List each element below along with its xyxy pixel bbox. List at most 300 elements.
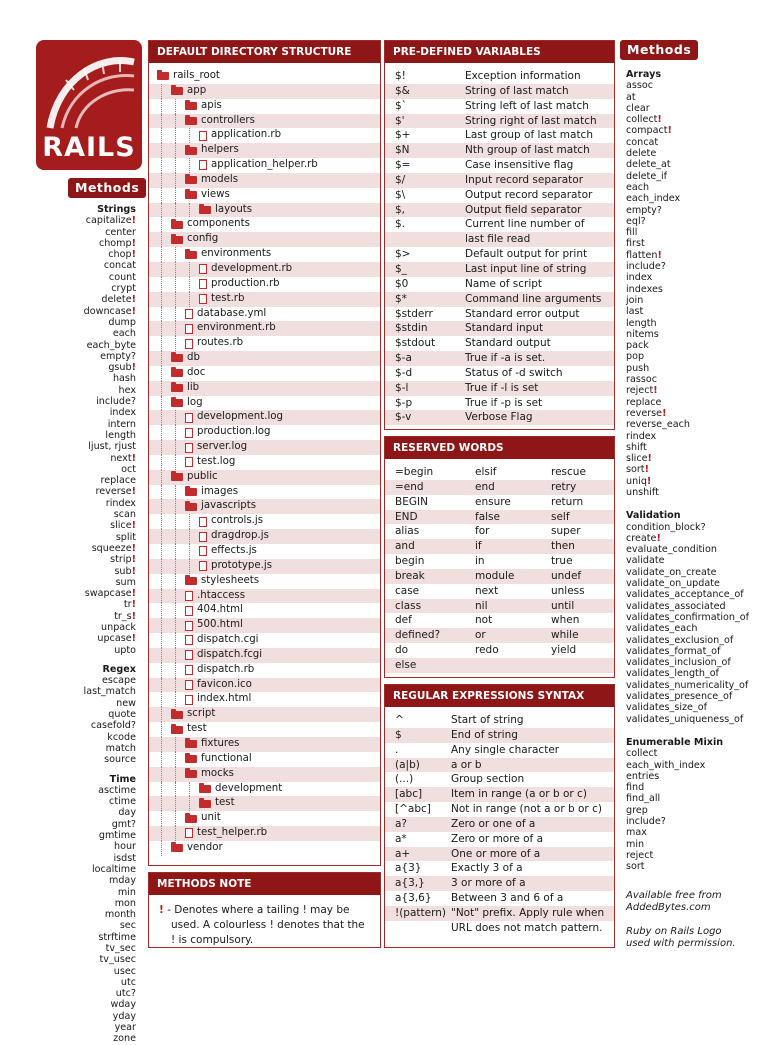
variable-name: $. [395, 218, 406, 231]
tree-guide-line [161, 648, 162, 663]
tree-guide-line [161, 158, 162, 173]
tree-row [149, 707, 380, 722]
method-item [626, 340, 749, 351]
tree-guide-line [175, 321, 176, 336]
regex-pattern: ^ [395, 714, 404, 726]
directory-structure-title: DEFAULT DIRECTORY STRUCTURE [149, 41, 380, 63]
method-item [84, 396, 136, 407]
method-name: index [626, 272, 653, 284]
tree-guide-line [161, 232, 162, 247]
tree-guide-line [189, 782, 190, 797]
table-row [385, 847, 614, 862]
method-item [84, 622, 136, 633]
method-item [84, 577, 136, 588]
tree-guide-line [189, 277, 190, 292]
tree-guide-line [161, 455, 162, 470]
bang-mark: ! [131, 520, 136, 532]
method-name: sort [626, 861, 645, 873]
reserved-word: end [475, 480, 495, 493]
method-item [626, 171, 749, 182]
tree-guide-line [161, 425, 162, 440]
table-row [385, 143, 614, 158]
tree-row [149, 826, 380, 841]
variable-name: $_ [395, 262, 407, 275]
variable-description: Verbose Flag [465, 411, 533, 424]
method-item [626, 691, 749, 702]
method-item [626, 861, 749, 872]
method-item [84, 807, 136, 818]
method-name: asctime [98, 784, 136, 796]
method-name: length [105, 429, 136, 441]
table-row [385, 173, 614, 188]
table-row [385, 861, 614, 876]
bang-mark: ! [131, 565, 136, 577]
tree-row [149, 618, 380, 633]
method-item [84, 599, 136, 610]
method-item [626, 805, 749, 816]
variable-name: $+ [395, 129, 411, 142]
table-row [385, 247, 614, 262]
method-item [626, 103, 749, 114]
method-name: find_all [626, 793, 661, 805]
method-name: ljust, rjust [88, 441, 136, 453]
tree-item-name: database.yml [197, 307, 267, 319]
regex-pattern: [abc] [395, 788, 423, 801]
method-name: validate_on_create [626, 566, 717, 578]
table-row [385, 114, 614, 129]
tree-guide-line [175, 603, 176, 618]
tree-guide-line [175, 737, 176, 752]
regex-pattern: [^abc] [395, 803, 431, 816]
regex-description: Any single character [451, 743, 560, 756]
folder-icon [185, 147, 197, 155]
tree-item-name: fixtures [201, 737, 240, 749]
tree-row [149, 203, 380, 218]
tree-row [149, 351, 380, 366]
right-methods-heading: Methods [620, 40, 698, 60]
tree-guide-line [189, 203, 190, 218]
folder-icon [199, 785, 211, 793]
regex-pattern: (...) [395, 773, 414, 786]
reserved-word: begin [395, 555, 425, 568]
bang-mark: ! [131, 452, 136, 464]
table-row [385, 480, 614, 495]
tree-guide-line [175, 99, 176, 114]
tree-item-name: 404.html [197, 604, 243, 616]
reserved-word: next [475, 584, 499, 597]
method-item [626, 646, 749, 657]
tree-guide-line [161, 707, 162, 722]
variable-description: Standard output [465, 337, 551, 350]
method-name: validates_associated [626, 600, 726, 612]
method-name: strftime [98, 931, 136, 943]
table-row [385, 366, 614, 381]
method-item [626, 408, 749, 419]
tree-guide-line [161, 188, 162, 203]
method-name: concat [626, 136, 659, 148]
method-item [84, 743, 136, 754]
method-item [84, 340, 136, 351]
method-item [84, 407, 136, 418]
table-row [385, 539, 614, 554]
tree-guide-line [175, 203, 176, 218]
variable-name: $-d [395, 366, 413, 379]
method-name: year [114, 1022, 136, 1034]
tree-guide-line [161, 485, 162, 500]
file-icon [185, 695, 193, 705]
method-group-title: Time [109, 773, 136, 785]
method-name: match [105, 742, 136, 754]
variable-description: String right of last match [465, 114, 597, 127]
folder-icon [171, 221, 183, 229]
method-group-title: Enumerable Mixin [626, 736, 724, 748]
method-item [84, 796, 136, 807]
method-item [84, 864, 136, 875]
method-name: rindex [626, 430, 657, 442]
tree-row [149, 247, 380, 262]
tree-row [149, 470, 380, 485]
method-name: max [626, 827, 647, 839]
method-name: delete [626, 148, 657, 160]
folder-icon [171, 726, 183, 734]
method-name: slice! [110, 520, 136, 532]
method-name: gmtime [98, 830, 136, 842]
table-row [385, 336, 614, 351]
tree-row [149, 603, 380, 618]
tree-guide-line [189, 514, 190, 529]
tree-guide-line [161, 559, 162, 574]
tree-guide-line [161, 752, 162, 767]
folder-icon [185, 503, 197, 511]
method-name: sort! [626, 464, 649, 476]
method-name: ctime [109, 796, 136, 808]
method-name: rassoc [626, 374, 657, 386]
table-row [385, 307, 614, 322]
method-name: escape [101, 675, 136, 687]
method-name: source [104, 754, 136, 766]
table-row [385, 69, 614, 84]
reserved-word: not [475, 614, 493, 627]
tree-guide-line [189, 292, 190, 307]
method-item [84, 520, 136, 531]
tree-guide-line [175, 752, 176, 767]
method-name: strip! [110, 554, 136, 566]
tree-row [149, 232, 380, 247]
method-name: localtime [91, 863, 136, 875]
reserved-word: else [395, 658, 417, 671]
method-item [626, 182, 749, 193]
method-name: utc [120, 976, 136, 988]
file-icon [185, 621, 193, 631]
method-name: isdst [113, 852, 136, 864]
method-name: create! [626, 532, 661, 544]
tree-item-name: script [187, 708, 216, 720]
method-name: crypt [111, 283, 136, 295]
method-item [84, 272, 136, 283]
table-row [385, 876, 614, 891]
tree-row [149, 188, 380, 203]
method-name: utc? [115, 988, 136, 1000]
method-item [626, 453, 749, 464]
tree-item-name: config [187, 233, 219, 245]
variable-name: $' [395, 114, 405, 127]
method-group-title: Validation [626, 510, 681, 522]
method-name: rindex [105, 497, 136, 509]
folder-icon [185, 770, 197, 778]
tree-guide-line [175, 767, 176, 782]
variable-name: $-v [395, 411, 412, 424]
tree-guide-line [161, 366, 162, 381]
method-name: kcode [107, 731, 136, 743]
tree-item-name: views [201, 188, 230, 200]
method-item [84, 464, 136, 475]
method-name: collect! [626, 114, 662, 126]
method-name: swapcase! [84, 588, 136, 600]
method-name: zone [113, 1033, 136, 1045]
regex-pattern: a+ [395, 847, 411, 860]
method-name: oct [121, 463, 136, 475]
method-item [84, 709, 136, 720]
method-item [84, 754, 136, 765]
table-row [385, 524, 614, 539]
left-methods-heading: Methods [68, 178, 146, 198]
table-row [385, 628, 614, 643]
method-item [626, 363, 749, 374]
tree-row [149, 722, 380, 737]
tree-item-name: server.log [197, 441, 248, 453]
variable-description: Input record separator [465, 173, 584, 186]
method-item [84, 966, 136, 977]
table-row [385, 410, 614, 425]
method-name: delete_at [626, 159, 671, 171]
folder-icon [171, 399, 183, 407]
variable-description: Name of script [465, 277, 543, 290]
left-methods-list [84, 204, 136, 1045]
method-item [84, 988, 136, 999]
method-item [626, 261, 749, 272]
tree-row [149, 277, 380, 292]
method-name: tv_usec [99, 954, 136, 966]
variable-description: last file read [465, 233, 531, 246]
method-item [84, 385, 136, 396]
tree-guide-line [175, 128, 176, 143]
tree-guide-line [189, 796, 190, 811]
variable-description: Nth group of last match [465, 144, 590, 157]
file-icon [185, 680, 193, 690]
tree-item-name: application.rb [211, 129, 282, 141]
method-name: delete_if [626, 170, 668, 182]
tree-row [149, 752, 380, 767]
folder-icon [171, 236, 183, 244]
tree-row [149, 559, 380, 574]
method-name: shift [626, 441, 647, 453]
predefined-variables-title: PRE-DEFINED VARIABLES [385, 41, 614, 63]
reserved-word: yield [551, 644, 577, 657]
method-name: reverse! [626, 407, 667, 419]
folder-icon [199, 206, 211, 214]
tree-row [149, 648, 380, 663]
regex-pattern: !(pattern) [395, 906, 446, 919]
method-name: last_match [83, 686, 136, 698]
method-item [84, 819, 136, 830]
tree-guide-line [175, 811, 176, 826]
tree-guide-line [175, 826, 176, 841]
tree-item-name: test_helper.rb [197, 827, 268, 839]
regex-description: Zero or one of a [451, 817, 536, 830]
bang-mark: ! [131, 362, 136, 374]
tree-guide-line [175, 499, 176, 514]
method-name: hash [112, 373, 136, 385]
variable-description: String of last match [465, 84, 569, 97]
method-name: sum [115, 576, 136, 588]
tree-row [149, 692, 380, 707]
method-item [626, 782, 749, 793]
variable-description: Status of -d switch [465, 366, 563, 379]
method-name: reject [626, 849, 654, 861]
tree-guide-line [175, 544, 176, 559]
methods-note-text [149, 895, 380, 948]
tree-guide-line [161, 410, 162, 425]
reserved-word: rescue [551, 466, 586, 478]
reserved-word: defined? [395, 629, 441, 642]
method-name: intern [107, 418, 136, 430]
tree-row [149, 158, 380, 173]
tree-item-name: db [187, 352, 200, 364]
file-icon [185, 324, 193, 334]
tree-guide-line [161, 796, 162, 811]
variable-name: $\ [395, 188, 406, 201]
variable-description: Last group of last match [465, 129, 593, 142]
tree-row [149, 173, 380, 188]
method-name: slice! [626, 453, 652, 465]
method-name: validates_exclusion_of [626, 634, 734, 646]
tree-guide-line [175, 410, 176, 425]
method-name: scan [113, 509, 136, 521]
method-item [626, 612, 749, 623]
method-name: validates_presence_of [626, 691, 733, 703]
tree-guide-line [161, 574, 162, 589]
regex-pattern: (a|b) [395, 758, 420, 771]
method-item [84, 453, 136, 464]
table-row [385, 217, 614, 232]
method-item [84, 306, 136, 317]
tree-guide-line [161, 544, 162, 559]
tree-item-name: unit [201, 812, 221, 824]
tree-guide-line [175, 514, 176, 529]
tree-guide-line [175, 692, 176, 707]
method-name: evaluate_condition [626, 544, 717, 556]
tree-guide-line [175, 782, 176, 797]
method-item [626, 114, 749, 125]
variable-name: $& [395, 84, 410, 97]
method-item [626, 318, 749, 329]
tree-guide-line [161, 99, 162, 114]
folder-icon [171, 711, 183, 719]
method-item [84, 932, 136, 943]
regex-syntax-title: REGULAR EXPRESSIONS SYNTAX [385, 685, 614, 707]
reserved-word: in [475, 555, 485, 568]
method-item [84, 1033, 136, 1044]
tree-guide-line [161, 203, 162, 218]
tree-row [149, 99, 380, 114]
method-name: tr_s! [114, 610, 136, 622]
table-row [385, 495, 614, 510]
tree-row [149, 767, 380, 782]
tree-row [149, 262, 380, 277]
method-item [84, 909, 136, 920]
method-item [84, 317, 136, 328]
method-item [626, 839, 749, 850]
method-item [84, 898, 136, 909]
tree-item-name: vendor [187, 841, 223, 853]
tree-item-name: environments [201, 248, 272, 260]
tree-guide-line [175, 796, 176, 811]
tree-item-name: production.rb [211, 277, 280, 289]
method-item [626, 771, 749, 782]
table-row [385, 728, 614, 743]
tree-item-name: functional [201, 752, 252, 764]
logo-text: RAILS [42, 132, 136, 163]
method-item [84, 441, 136, 452]
regex-pattern: a* [395, 832, 407, 845]
folder-icon [199, 800, 211, 808]
method-item [84, 853, 136, 864]
regex-description: Exactly 3 of a [451, 862, 523, 875]
variable-name: $N [395, 144, 410, 157]
file-icon [185, 828, 193, 838]
reserved-word: =begin [395, 466, 434, 478]
method-name: gsub! [108, 362, 136, 374]
method-name: split [115, 531, 136, 543]
method-item [84, 260, 136, 271]
tree-row [149, 782, 380, 797]
reserved-word: BEGIN [395, 495, 428, 508]
method-item [84, 215, 136, 226]
method-item [626, 748, 749, 759]
file-icon [185, 428, 193, 438]
reserved-word: elsif [475, 466, 497, 478]
tree-guide-line [161, 173, 162, 188]
tree-guide-line [161, 277, 162, 292]
method-item [84, 698, 136, 709]
variable-name: $> [395, 248, 411, 261]
method-item [84, 373, 136, 384]
tree-item-name: routes.rb [197, 337, 244, 349]
tree-guide-line [175, 455, 176, 470]
method-item [626, 250, 749, 261]
method-item [626, 850, 749, 861]
variable-description: Current line number of [465, 218, 585, 231]
method-item [84, 362, 136, 373]
credits [626, 890, 736, 950]
regex-pattern: a{3} [395, 862, 422, 875]
method-item [626, 657, 749, 668]
method-item [626, 306, 749, 317]
table-row [385, 203, 614, 218]
method-name: include? [626, 261, 666, 273]
tree-item-name: stylesheets [201, 574, 260, 586]
directory-structure-panel [148, 40, 381, 866]
table-row [385, 713, 614, 728]
tree-guide-line [161, 841, 162, 856]
variable-description: True if -p is set [465, 396, 543, 409]
tree-guide-line [175, 425, 176, 440]
tree-guide-line [161, 84, 162, 99]
method-name: mday [109, 875, 136, 887]
method-item [84, 841, 136, 852]
tree-guide-line [161, 440, 162, 455]
tree-item-name: app [187, 84, 207, 96]
